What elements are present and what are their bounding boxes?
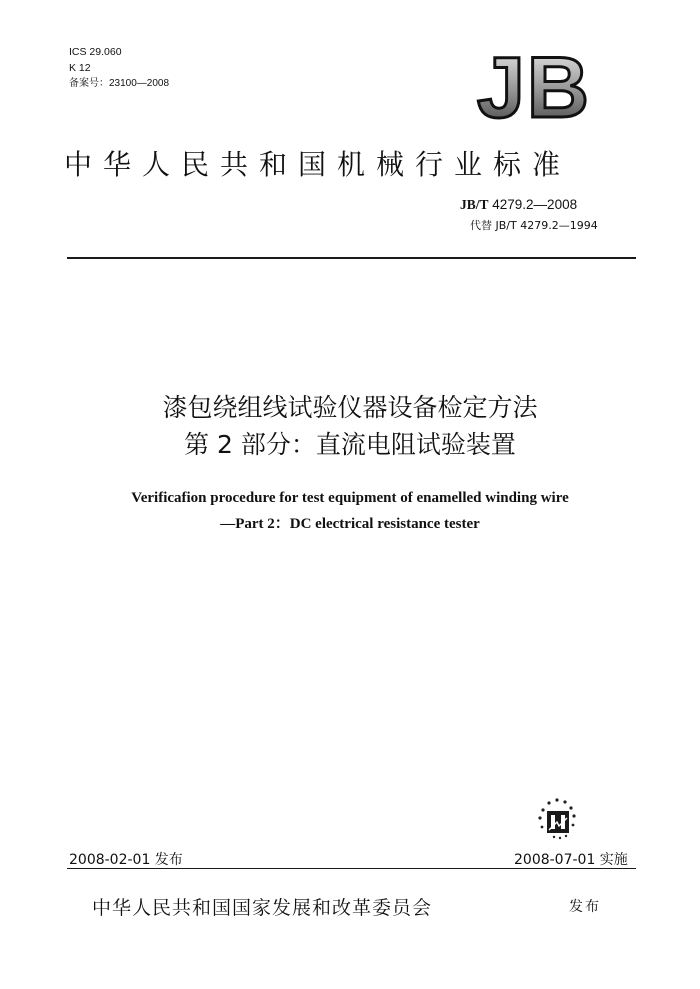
publisher-seal-icon bbox=[530, 788, 586, 844]
publisher-suffix: 发布 bbox=[569, 899, 601, 915]
replaces-standard: 代替 JB/T 4279.2—1994 bbox=[470, 219, 598, 232]
record-number: 备案号：23100—2008 bbox=[69, 78, 170, 89]
implementation-date: 2008-07-01 实施 bbox=[514, 852, 628, 868]
document-subtitle-cn: 第 2 部分：直流电阻试验装置 bbox=[184, 430, 516, 459]
publisher-name: 中华人民共和国国家发展和改革委员会 bbox=[92, 897, 433, 919]
industry-standard-title: 中华人民共和国机械行业标准 bbox=[64, 148, 572, 181]
footer-divider bbox=[67, 868, 636, 869]
jb-logo bbox=[472, 45, 602, 125]
standard-code: 4279.2—2008 bbox=[488, 197, 578, 212]
standard-prefix: JB/T bbox=[460, 197, 489, 212]
document-title-cn: 漆包绕组线试验仪器设备检定方法 bbox=[162, 393, 538, 422]
issue-date: 2008-02-01 发布 bbox=[69, 852, 183, 868]
document-subtitle-en: —Part 2：DC electrical resistance tester bbox=[220, 516, 480, 532]
header-divider bbox=[67, 257, 636, 259]
ics-code: ICS 29.060 bbox=[69, 46, 122, 58]
logo-text: JB bbox=[477, 45, 591, 125]
document-title-en: Verificafion procedure for test equipment of enamelled winding wire bbox=[131, 490, 569, 506]
classification-code: K 12 bbox=[69, 62, 91, 74]
standard-number bbox=[460, 197, 577, 213]
